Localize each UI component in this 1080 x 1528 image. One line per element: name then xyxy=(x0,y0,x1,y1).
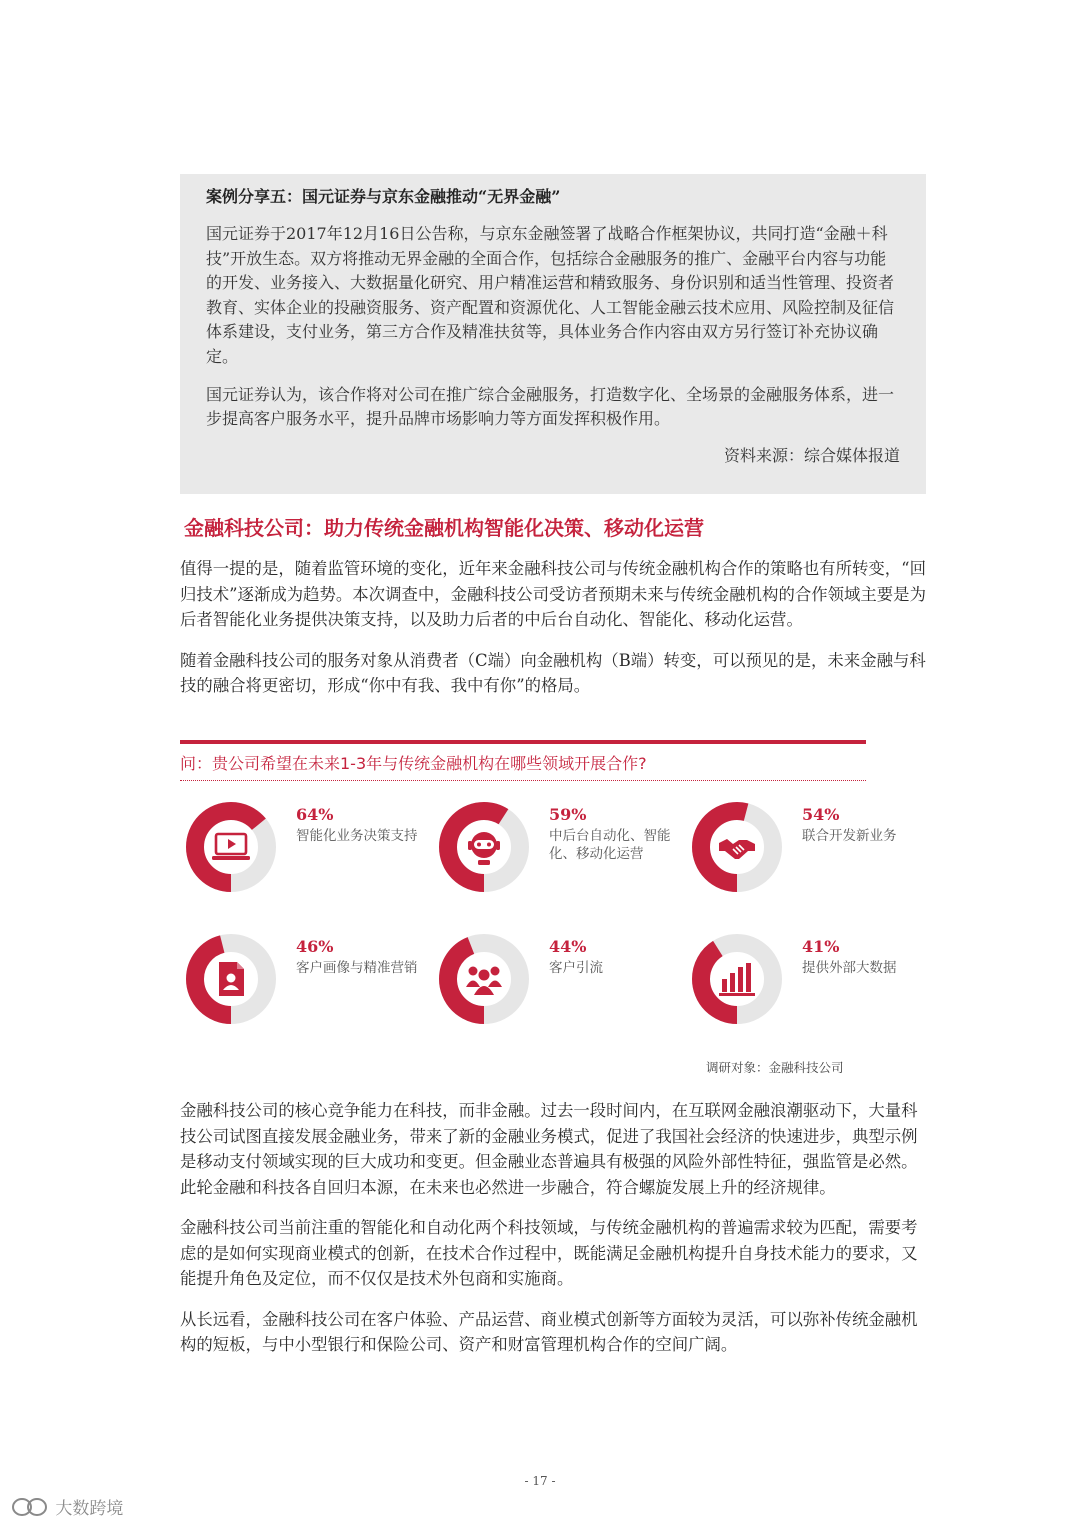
case-study-box xyxy=(180,174,926,494)
people-group-icon xyxy=(464,959,504,999)
robot-icon xyxy=(464,827,504,867)
watermark-text: 大数跨境 xyxy=(55,1499,124,1519)
intro-text xyxy=(180,556,928,714)
donut-label: 提供外部大数据 xyxy=(802,960,897,976)
donut-item xyxy=(690,932,930,1042)
donut-percent: 46% xyxy=(296,937,334,956)
donut-label: 智能化业务决策支持 xyxy=(296,828,418,844)
donut-percent: 54% xyxy=(802,805,840,824)
case-study-paragraph: 国元证券于2017年12月16日公告称，与京东金融签署了战略合作框架协议，共同打造“金融＋科技”开放生态。双方将推动无界金融的全面合作，包括综合金融服务的推广、金融平台内容与功能的开发、业务接入、大数据量化研究、用户精准运营和精致服务、身份识别和适当性管理、投资者教育、实体企业的投融资服务、资产配置和资源优化、人工智能金融云技术应用、风险控制及征信体系建设，支付业务，第三方合作及精准扶贫等，具体业务合作内容由双方另行签订补充协议确定。 xyxy=(206,224,895,366)
donut-percent: 64% xyxy=(296,805,334,824)
survey-note: 调研对象：金融科技公司 xyxy=(706,1060,844,1075)
laptop-video-icon xyxy=(211,827,251,867)
page-number: - 17 - xyxy=(524,1474,556,1488)
donut-label: 联合开发新业务 xyxy=(802,828,897,844)
donut-item xyxy=(184,800,424,910)
donut-item xyxy=(437,800,677,910)
body-paragraph: 随着金融科技公司的服务对象从消费者（C端）向金融机构（B端）转变，可以预见的是，未来金融与科技的融合将更密切，形成“你中有我、我中有你”的格局。 xyxy=(180,650,926,695)
body-paragraph: 值得一提的是，随着监管环境的变化，近年来金融科技公司与传统金融机构合作的策略也有所转变，“回归技术”逐渐成为趋势。本次调查中，金融科技公司受访者预期未来与传统金融机构的合作领域主要是为后者智能化业务提供决策支持，以及助力后者的中后台自动化、智能化、移动化运营。 xyxy=(180,559,926,629)
bar-chart-icon xyxy=(717,959,757,999)
donut-item xyxy=(184,932,424,1042)
donut-item xyxy=(690,800,930,910)
question-top-bar xyxy=(180,740,866,744)
watermark-logo-icon xyxy=(10,1496,50,1518)
question-dotted-divider xyxy=(180,780,866,781)
case-study-paragraph: 国元证券认为，该合作将对公司在推广综合金融服务，打造数字化、全场景的金融服务体系，进一步提高客户服务水平，提升品牌市场影响力等方面发挥积极作用。 xyxy=(206,384,895,429)
handshake-icon xyxy=(717,827,757,867)
body-paragraph: 从长远看，金融科技公司在客户体验、产品运营、商业模式创新等方面较为灵活，可以弥补传统金融机构的短板，与中小型银行和保险公司、资产和财富管理机构合作的空间广阔。 xyxy=(180,1309,918,1354)
donut-label: 客户画像与精准营销 xyxy=(296,960,418,976)
body-paragraph: 金融科技公司的核心竞争能力在科技，而非金融。过去一段时间内，在互联网金融浪潮驱动下，大量科技公司试图直接发展金融业务，带来了新的金融业务模式，促进了我国社会经济的快速进步，典型示例是移动支付领域实现的巨大成功和变更。但金融业态普遍具有极强的风险外部性特征，强监管是必然。此轮金融和科技各自回归本源，在未来也必然进一步融合，符合螺旋发展上升的经济规律。 xyxy=(180,1101,918,1197)
body-text xyxy=(180,1098,928,1373)
watermark xyxy=(10,1494,123,1519)
section-title: 金融科技公司：助力传统金融机构智能化决策、移动化运营 xyxy=(184,516,704,540)
donut-label: 客户引流 xyxy=(549,960,603,976)
donut-percent: 41% xyxy=(802,937,840,956)
donut-item xyxy=(437,932,677,1042)
donut-percent: 44% xyxy=(549,937,587,956)
question-text: 问：贵公司希望在未来1-3年与传统金融机构在哪些领域开展合作? xyxy=(180,754,647,773)
case-study-title: 案例分享五：国元证券与京东金融推动“无界金融” xyxy=(206,187,561,206)
case-study-source: 资料来源：综合媒体报道 xyxy=(723,445,900,465)
body-paragraph: 金融科技公司当前注重的智能化和自动化两个科技领域，与传统金融机构的普遍需求较为匹配，需要考虑的是如何实现商业模式的创新，在技术合作过程中，既能满足金融机构提升自身技术能力的要求，又能提升角色及定位，而不仅仅是技术外包商和实施商。 xyxy=(180,1218,918,1288)
profile-document-icon xyxy=(211,959,251,999)
donut-label: 中后台自动化、智能化、移动化运营 xyxy=(549,828,671,862)
donut-percent: 59% xyxy=(549,805,587,824)
